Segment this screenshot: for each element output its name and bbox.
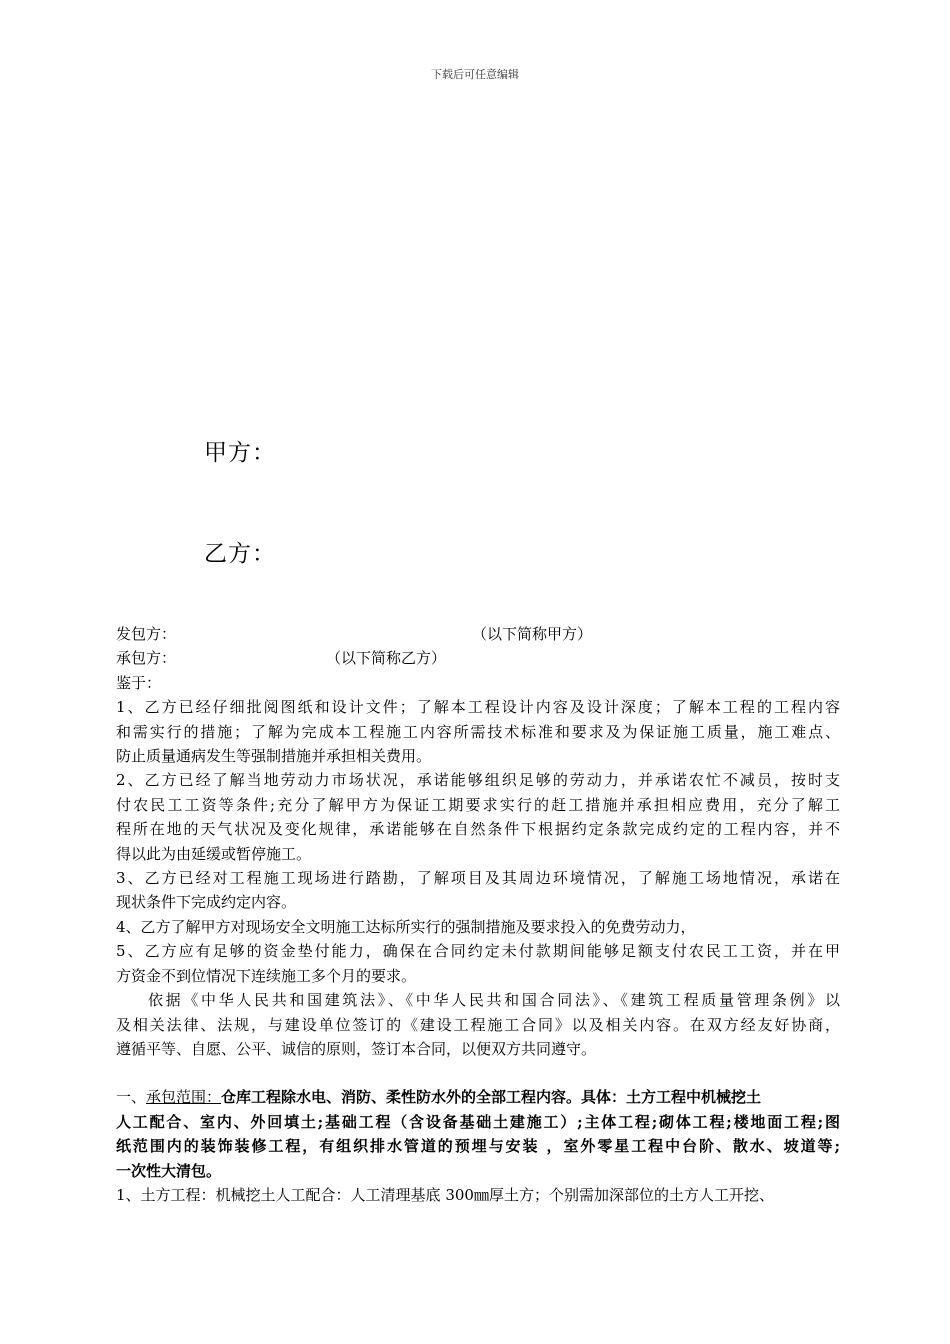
clause-2-line: 2、乙方已经了解当地劳动力市场状况，承诺能够组织足够的劳动力，并承诺农忙不减员，按时支 xyxy=(116,771,840,790)
basis-line: 及相关法律、法规，与建设单位签订的《建设工程施工合同》以及相关内容。在双方经友好协商， xyxy=(116,1015,840,1034)
scope-line-4: 一次性大清包。 xyxy=(116,1161,222,1180)
employer-line xyxy=(116,622,840,646)
basis-line: 遵循平等、自愿、公平、诚信的原则，签订本合同，以便双方共同遵守。 xyxy=(116,1039,597,1058)
clause-4-line: 4、乙方了解甲方对现场安全文明施工达标所实行的强制措施及要求投入的免费劳动力， xyxy=(116,917,696,936)
basis-line: 依据《中华人民共和国建筑法》、《中华人民共和国合同法》、《建筑工程质量管理条例》以 xyxy=(148,991,840,1010)
item-1-line: 1、土方工程：机械挖土人工配合：人工清理基底 300㎜厚土方；个别需加深部位的土方人工开挖、 xyxy=(116,1185,774,1204)
scope-label: 承包范围： xyxy=(146,1088,222,1107)
clause-1-line: 和需实行的措施；了解为完成本工程施工内容所需技术标准和要求及为保证施工质量，施工难点、 xyxy=(116,722,840,741)
clause-5-line: 5、乙方应有足够的资金垫付能力，确保在合同约定未付款期间能够足额支付农民工工资，并在甲 xyxy=(116,942,840,961)
clause-2-line: 程所在地的天气状况及变化规律，承诺能够在自然条件下根据约定条款完成约定的工程内容，并不 xyxy=(116,820,840,839)
clause-5-line: 方资金不到位情况下连续施工多个月的要求。 xyxy=(116,966,417,985)
clause-3-line: 现状条件下完成约定内容。 xyxy=(116,893,297,912)
contractor-label: 承包方： xyxy=(116,649,177,668)
employer-note: （以下简称甲方） xyxy=(472,625,593,643)
clause-1-line: 1、乙方已经仔细批阅图纸和设计文件；了解本工程设计内容及设计深度；了解本工程的工程内容 xyxy=(116,698,840,717)
page-header: 下载后可任意编辑 xyxy=(431,68,519,81)
scope-text: 仓库工程除水电、消防、柔性防水外的全部工程内容。具体：土方工程中机械挖土 xyxy=(221,1088,762,1107)
scope-line-1 xyxy=(116,1085,840,1109)
whereas-label: 鉴于： xyxy=(116,673,162,692)
scope-line-2: 人工配合、室内、外回填土;基础工程（含设备基础土建施工）;主体工程;砌体工程;楼地面工程;图 xyxy=(116,1112,840,1131)
employer-label: 发包方： xyxy=(116,625,177,643)
scope-line-3: 纸范围内的装饰装修工程，有组织排水管道的预埋与安装 ，室外零星工程中台阶、散水、坡道等; xyxy=(116,1137,840,1156)
clause-1-line: 防止质量通病发生等强制措施并承担相关费用。 xyxy=(116,747,432,766)
contract-body xyxy=(116,622,840,1207)
contractor-line xyxy=(116,646,840,670)
clause-3-line: 3、乙方已经对工程施工现场进行踏勘，了解项目及其周边环境情况，了解施工场地情况，承诺在 xyxy=(116,869,840,888)
clause-2-line: 得以此为由延缓或暂停施工。 xyxy=(116,844,312,863)
party-b-label: 乙方： xyxy=(204,541,276,567)
contractor-note: （以下简称乙方） xyxy=(326,649,447,668)
party-a-label: 甲方： xyxy=(204,440,276,466)
scope-prefix: 一、 xyxy=(116,1088,147,1107)
clause-2-line: 付农民工工资等条件;充分了解甲方为保证工期要求实行的赶工措施并承担相应费用，充分了解工 xyxy=(116,795,840,814)
